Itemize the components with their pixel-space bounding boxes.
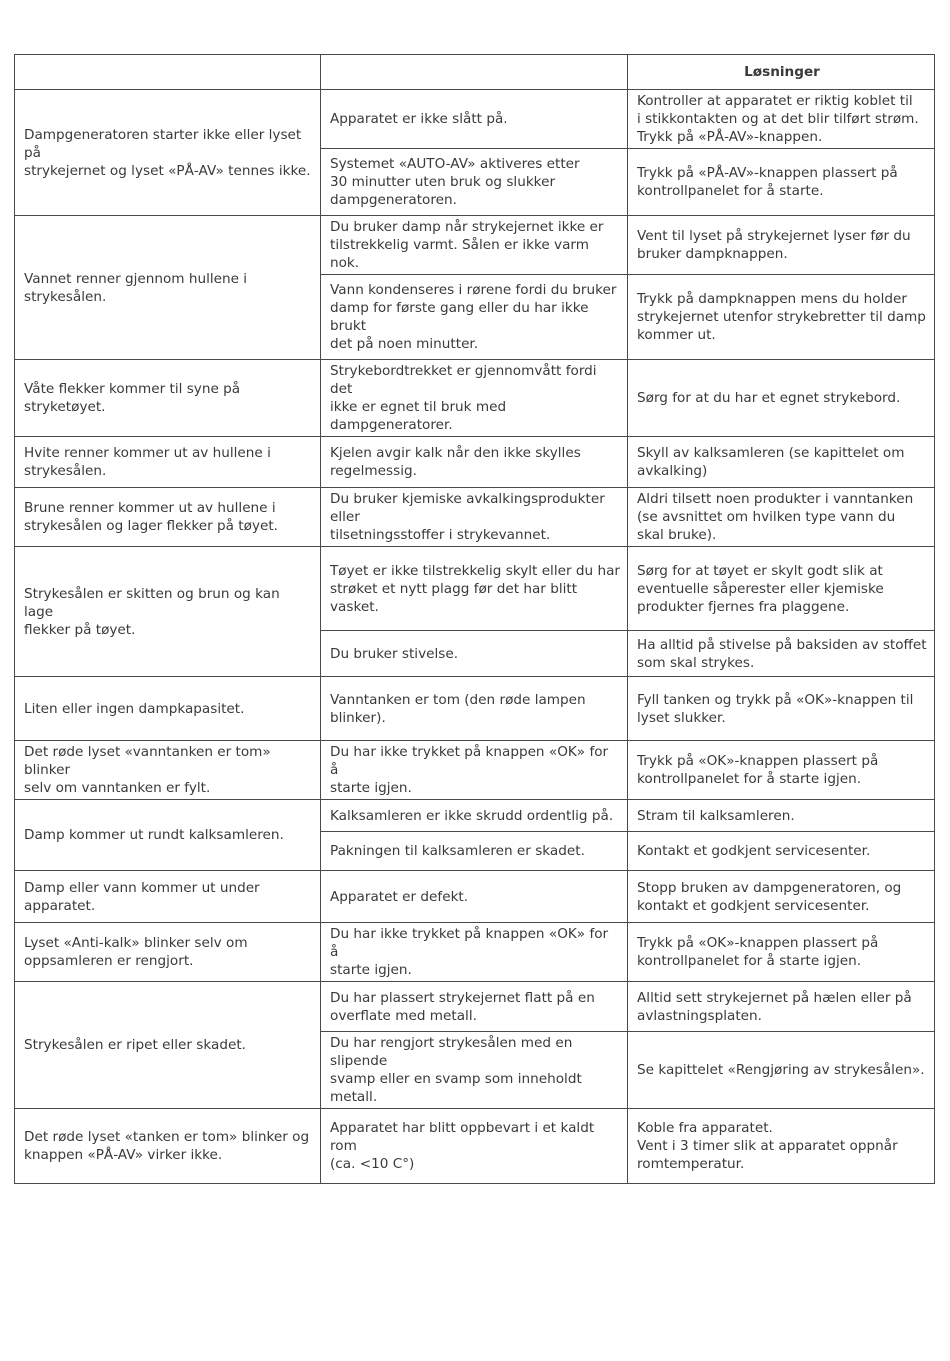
solution-cell: Trykk på «OK»-knappen plassert på kontrollpanelet for å starte igjen. [628,741,935,800]
table-row [15,488,935,547]
problem-cell: Det røde lyset «vanntanken er tom» blinker selv om vanntanken er fylt. [15,741,321,800]
cause-cell: Kjelen avgir kalk når den ikke skylles regelmessig. [321,437,628,488]
table-header [15,55,935,90]
problem-cell: Hvite renner kommer ut av hullene i strykesålen. [15,437,321,488]
problem-cell: Lyset «Anti-kalk» blinker selv om oppsamleren er rengjort. [15,923,321,982]
problem-cell: Liten eller ingen dampkapasitet. [15,677,321,741]
solution-cell: Koble fra apparatet. Vent i 3 timer slik at apparatet oppnår romtemperatur. [628,1109,935,1184]
table-body [15,90,935,1184]
cause-cell: Du bruker damp når strykejernet ikke er tilstrekkelig varmt. Sålen er ikke varm nok. [321,216,628,275]
problem-cell: Dampgeneratoren starter ikke eller lyset på strykejernet og lyset «PÅ-AV» tennes ikke. [15,90,321,216]
table-row [15,216,935,275]
cause-cell: Apparatet er ikke slått på. [321,90,628,149]
table-row [15,677,935,741]
table-row [15,800,935,832]
problem-cell: Det røde lyset «tanken er tom» blinker og knappen «PÅ-AV» virker ikke. [15,1109,321,1184]
solution-cell: Stopp bruken av dampgeneratoren, og kontakt et godkjent servicesenter. [628,871,935,923]
cause-cell: Du har ikke trykket på knappen «OK» for å starte igjen. [321,741,628,800]
problem-cell: Damp kommer ut rundt kalksamleren. [15,800,321,871]
solution-cell: Sørg for at du har et egnet strykebord. [628,360,935,437]
header-cause [321,55,628,90]
solution-cell: Kontakt et godkjent servicesenter. [628,832,935,871]
cause-cell: Kalksamleren er ikke skrudd ordentlig på. [321,800,628,832]
solution-cell: Fyll tanken og trykk på «OK»-knappen til lyset slukker. [628,677,935,741]
table-row [15,90,935,149]
cause-cell: Systemet «AUTO-AV» aktiveres etter 30 minutter uten bruk og slukker dampgeneratoren. [321,149,628,216]
solution-cell: Vent til lyset på strykejernet lyser før du bruker dampknappen. [628,216,935,275]
cause-cell: Vann kondenseres i rørene fordi du bruker damp for første gang eller du har ikke brukt det på noen minutter. [321,275,628,360]
problem-cell: Strykesålen er ripet eller skadet. [15,982,321,1109]
cause-cell: Du bruker kjemiske avkalkingsprodukter eller tilsetningsstoffer i strykevannet. [321,488,628,547]
table-row [15,923,935,982]
header-problem [15,55,321,90]
table-row [15,741,935,800]
solution-cell: Stram til kalksamleren. [628,800,935,832]
problem-cell: Strykesålen er skitten og brun og kan lage flekker på tøyet. [15,547,321,677]
header-solutions: Løsninger [628,55,935,90]
table-row [15,437,935,488]
solution-cell: Kontroller at apparatet er riktig koblet til i stikkontakten og at det blir tilført strøm. Trykk på «PÅ-AV»-knappen. [628,90,935,149]
cause-cell: Pakningen til kalksamleren er skadet. [321,832,628,871]
cause-cell: Strykebordtrekket er gjennomvått fordi det ikke er egnet til bruk med dampgeneratorer. [321,360,628,437]
problem-cell: Våte flekker kommer til syne på stryketøyet. [15,360,321,437]
solution-cell: Trykk på «OK»-knappen plassert på kontrollpanelet for å starte igjen. [628,923,935,982]
table-row [15,982,935,1032]
cause-cell: Tøyet er ikke tilstrekkelig skylt eller du har strøket et nytt plagg før det har blitt vasket. [321,547,628,631]
solution-cell: Aldri tilsett noen produkter i vanntanken (se avsnittet om hvilken type vann du skal bruke). [628,488,935,547]
solution-cell: Sørg for at tøyet er skylt godt slik at eventuelle såperester eller kjemiske produkter fjernes fra plaggene. [628,547,935,631]
table-row [15,1109,935,1184]
cause-cell: Vanntanken er tom (den røde lampen blinker). [321,677,628,741]
cause-cell: Apparatet er defekt. [321,871,628,923]
problem-cell: Vannet renner gjennom hullene i strykesålen. [15,216,321,360]
solution-cell: Trykk på «PÅ-AV»-knappen plassert på kontrollpanelet for å starte. [628,149,935,216]
solution-cell: Se kapittelet «Rengjøring av strykesålen». [628,1032,935,1109]
solution-cell: Ha alltid på stivelse på baksiden av stoffet som skal strykes. [628,631,935,677]
cause-cell: Du bruker stivelse. [321,631,628,677]
troubleshooting-table [14,54,935,1184]
solution-cell: Skyll av kalksamleren (se kapittelet om avkalking) [628,437,935,488]
solution-cell: Trykk på dampknappen mens du holder strykejernet utenfor strykebretter til damp kommer ut. [628,275,935,360]
cause-cell: Du har ikke trykket på knappen «OK» for å starte igjen. [321,923,628,982]
cause-cell: Apparatet har blitt oppbevart i et kaldt rom (ca. <10 C°) [321,1109,628,1184]
table-row [15,547,935,631]
problem-cell: Brune renner kommer ut av hullene i strykesålen og lager flekker på tøyet. [15,488,321,547]
cause-cell: Du har plassert strykejernet flatt på en overflate med metall. [321,982,628,1032]
table-row [15,871,935,923]
table-row [15,360,935,437]
solution-cell: Alltid sett strykejernet på hælen eller på avlastningsplaten. [628,982,935,1032]
cause-cell: Du har rengjort strykesålen med en slipende svamp eller en svamp som inneholdt metall. [321,1032,628,1109]
problem-cell: Damp eller vann kommer ut under apparatet. [15,871,321,923]
header-row [15,55,935,90]
